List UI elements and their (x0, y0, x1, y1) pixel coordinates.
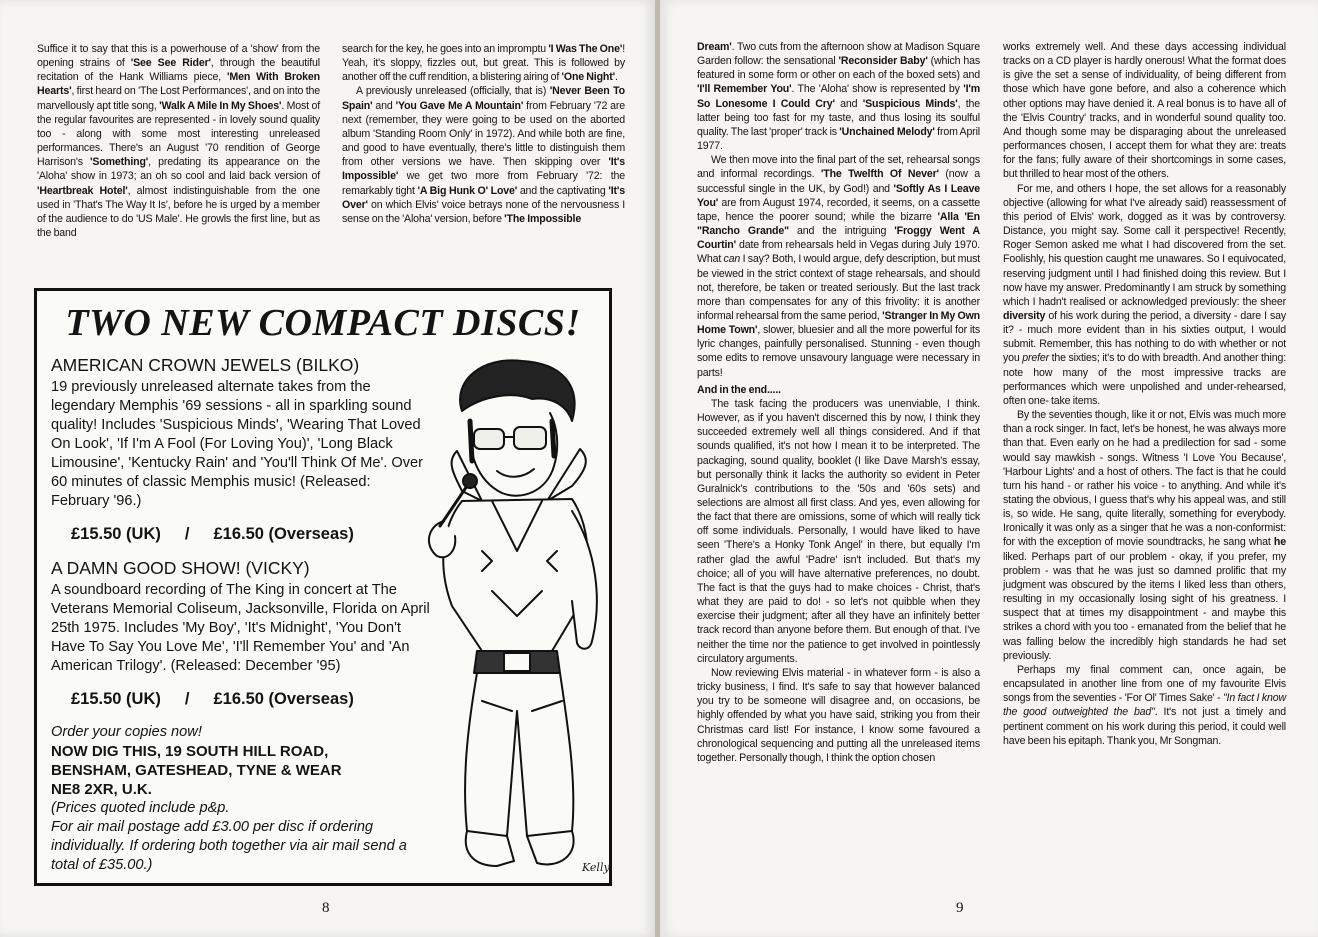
left-column-1 (37, 42, 320, 240)
article-paragraph: A previously unreleased (officially, that is) 'Never Been To Spain' and 'You Gave Me A Mountain' from February '72 are next (remember, they were going to be used on the aborted album 'Standing Room Only' in 1972). And while both are fine, and good to have eventually, there's little to distinguish them from other versions we have. Then skipping over 'It's Impossible' we get two more from February '72: the remarkably tight 'A Big Hunk O' Love' and the captivating 'It's Over' on which Elvis' voice betrays none of the nervousness I sense on the 'Aloha' version, before 'The Impossible (342, 85, 625, 225)
page-number-right: 9 (956, 900, 964, 916)
order-address-line3: NE8 2XR, U.K. (51, 781, 152, 798)
article-paragraph: By the seventies though, like it or not, Elvis was much more than a rock singer. In fact, let's be honest, he was always more than that. Even early on he had a predilection for sad - some would say mawkish - songs. Witness 'I Love You Because', 'Harbour Lights' and a host of others. The fact is that he could turn his hand - or rather his voice - to anything. And while it's stating the obvious, I guess that's why his appeal was, and still is, so wide. He sang, quite literally, something for everybody. Ironically it was only as a singer that he was a non-conformist: for with the exception of movie soundtracks, he sang what he liked. Perhaps part of our problem - okay, if you prefer, my problem - was that he was just so damned prolific that my judgment was obscured by the items I liked less than others, resulting in my occasionally losing sight of his greatness. I suspect that at times my disappointment - and maybe this strikes a chord with you too - emanated from the belief that he was falling below the incredibly high standards he had set previously. (1003, 409, 1286, 662)
product2-price-uk: £15.50 (UK) (71, 690, 161, 708)
section-heading: And in the end..... (697, 383, 781, 396)
product2-price-overseas: £16.50 (Overseas) (213, 690, 354, 708)
product2-name: A DAMN GOOD SHOW! (VICKY) (51, 558, 310, 578)
article-paragraph: We then move into the final part of the set, rehearsal songs and informal recordings. 'The Twelfth Of Never' (now a successful single in the UK, by God!) and 'Softly As I Leave You' are from August 1974, recorded, it seems, on a cassette tape, hence the poorer sound; while the bizarre 'Alla 'En "Rancho Grande" and the intriguing 'Froggy Went A Courtin' date from rehearsals held in Vegas during July 1970. What can I say? Both, I would argue, defy description, but must be viewed in the strict context of stage rehearsals, and should not, therefore, be taken or treated seriously. But the last track more than compensates for any of this frivolity: it is another informal rehearsal from the same period, 'Stranger In My Own Home Town', slower, bluesier and all the more powerful for its lyric changes, painfully personalised. Stunning - even though some edits to remove unsavoury language were necessary in parts! (697, 154, 981, 379)
article-paragraph: works extremely well. And these days accessing individual tracks on a CD player is hardly onerous! What the format does is give the set a sense of individuality, of being different from those which have gone before, and also a coherence which other options may have denied it. A real bonus is to have all of the 'Elvis Country' tracks, and in wonderful sound quality too. And though some may be disparaging about the unreleased performances chosen, I accept them for what they are: treats for the fans; fully aware of their shortcomings in some cases, but thrilled to hear most of the others. (1003, 41, 1286, 181)
article-paragraph: The task facing the producers was unenviable, I think. However, as if you haven't discerned this by now, I think they succeeded extremely well all things considered. And if that sounds qualified, it's not how I mean it to be interpreted. The packaging, sound quality, booklet (I like Dave Marsh's essay, but personally think it lacks the authority so evident in Peter Guralnick's contributions to the '50s and '60s sets) and selections are almost all first class. And yes, even allowing for the fact that there are omissions, some of which will really tick off some individuals. Personally, I would have liked to have seen 'There's a Honky Tonk Angel' in there, but equally I'm rather glad the awful 'Padre' isn't included. But that's my choice; all of you will have alternative preferences, no doubt. The fact is that the guys had to make choices - Christ, that's what they are paid to do! - so let's not quibble when they exercise their judgment; after all they have an infinitely better track record than anyone before them. But enough of that. I've neither the time nor the patience to get involved in pointlessly circulatory arguments. (697, 397, 980, 665)
order-note-1: (Prices quoted include p&p. (51, 800, 230, 816)
price-separator: / (184, 690, 190, 708)
article-paragraph: Dream'. Two cuts from the afternoon show at Madison Square Garden follow: the sensational 'Reconsider Baby' (which has featured in some form or other on each of the boxed sets) and 'I'll Remember You'. The 'Aloha' show is represented by 'I'm So Lonesome I Could Cry' and 'Suspicious Minds', the latter being too fast for my taste, and thus losing its soulful quality. The last 'proper' track is 'Unchained Melody' from April 1977. (697, 41, 981, 153)
order-address-line1: NOW DIG THIS, 19 SOUTH HILL ROAD, (51, 743, 329, 760)
article-paragraph: Perhaps my final comment can, once again, be encapsulated in another line from one of my favourite Elvis songs from the seventies - 'For Ol' Times Sake' - "In fact I know the good outweighted the bad". It's not just a timely and pertinent comment on his work during this period, it could well have been his epitaph. Thank you, Mr Songman. (1003, 663, 1286, 747)
order-intro: Order your copies now! (51, 724, 202, 740)
left-page (0, 0, 655, 937)
right-column-1 (697, 40, 980, 765)
article-paragraph: Now reviewing Elvis material - in whatever form - is also a tricky business, I find. It's safe to say that however balanced you try to be someone will disagree and, on occasions, be highly offended by what you have said, striking you from their Christmas card list! For instance, I know some favoured a chronological sequencing and putting all the unreleased items together. Personally though, I think the option chosen (697, 666, 980, 764)
product1-price-uk: £15.50 (UK) (71, 525, 161, 543)
product1-name: AMERICAN CROWN JEWELS (BILKO) (51, 355, 360, 375)
product2-prices (71, 690, 431, 709)
ad-title: TWO NEW COMPACT DISCS! (65, 302, 581, 344)
page-number-left: 8 (322, 900, 330, 916)
product1-prices (71, 525, 431, 544)
right-page (660, 0, 1318, 937)
illustration-signature: Kelly (582, 861, 610, 874)
right-column-2 (1003, 40, 1286, 748)
product1-description: 19 previously unreleased alternate takes from the legendary Memphis '69 sessions - all in sparkling sound quality! Includes 'Suspicious Minds', 'Wearing That Loved On Look', 'If I'm A Fool (For Loving You)', 'Long Black Limousine', 'Kentucky Rain' and 'You'll Think Of Me'. Over 60 minutes of classic Memphis music! (Released: February '96.) (51, 379, 424, 509)
price-separator: / (184, 525, 190, 543)
article-paragraph: search for the key, he goes into an impromptu 'I Was The One'! Yeah, it's sloppy, fizzles out, but great. This is followed by another off the cuff rendition, a blistering airing of 'One Night'. (342, 43, 626, 84)
order-address-line2: BENSHAM, GATESHEAD, TYNE & WEAR (51, 762, 342, 779)
article-paragraph: For me, and others I hope, the set allows for a reasonably objective (allowing for what I've already said) reassessment of this period of Elvis' work, dogged as it was by controversy. Distance, you might say. Some call it perspective! Recently, Roger Semon asked me what I had discovered from the set. Foolishly, his question caught me unawares. So I equivocated, reserving judgment until I had finished doing this review. But I now have my answer. Predominantly I am struck by something which I hadn't realised or acknowledged previously: the sheer diversity of his work during the period, a diversity - dare I say it? - much more evident than in his sixties output, I would submit. Remember, this has nothing to do with whether or not you prefer the sixties; it's to do with breadth. And another thing: note how many of the most impressive tracks are performances which were unpolished and under-rehearsed, often one- take items. (1003, 182, 1286, 407)
elvis-caricature-illustration (422, 351, 612, 881)
product2-description: A soundboard recording of The King in concert at The Veterans Memorial Coliseum, Jacksonville, Florida on April 25th 1975. Includes 'My Boy', 'It's Midnight', 'You Don't Have To Say You Love Me', 'I'll Remember You' and 'An American Trilogy'. (Released: December '95) (51, 582, 430, 674)
advertisement-box (34, 288, 612, 886)
article-paragraph: Suffice it to say that this is a powerhouse of a 'show' from the opening strains of 'See See Rider', through the beautiful recitation of the Hank Williams piece, 'Men With Broken Hearts', first heard on 'The Lost Performances', and on into the marvellously apt title song, 'Walk A Mile In My Shoes'. Most of the regular favourites are represented - in lovely sound quality too - along with some most interesting unreleased performances. There's an August '70 rendition of George Harrison's 'Something', predating its appearance on the 'Aloha' show in 1973; an oh so cool and laid back version of 'Heartbreak Hotel', almost indistinguishable from the one used in 'That's The Way It Is', before he is urged by a member of the audience to do 'US Male'. He growls the first line, but as the band (37, 43, 320, 240)
product1-price-overseas: £16.50 (Overseas) (213, 525, 354, 543)
left-column-2 (342, 42, 625, 226)
order-note-2: For air mail postage add £3.00 per disc if ordering individually. If ordering both together via air mail send a total of £35.00.) (51, 819, 407, 873)
ad-body (51, 355, 431, 875)
